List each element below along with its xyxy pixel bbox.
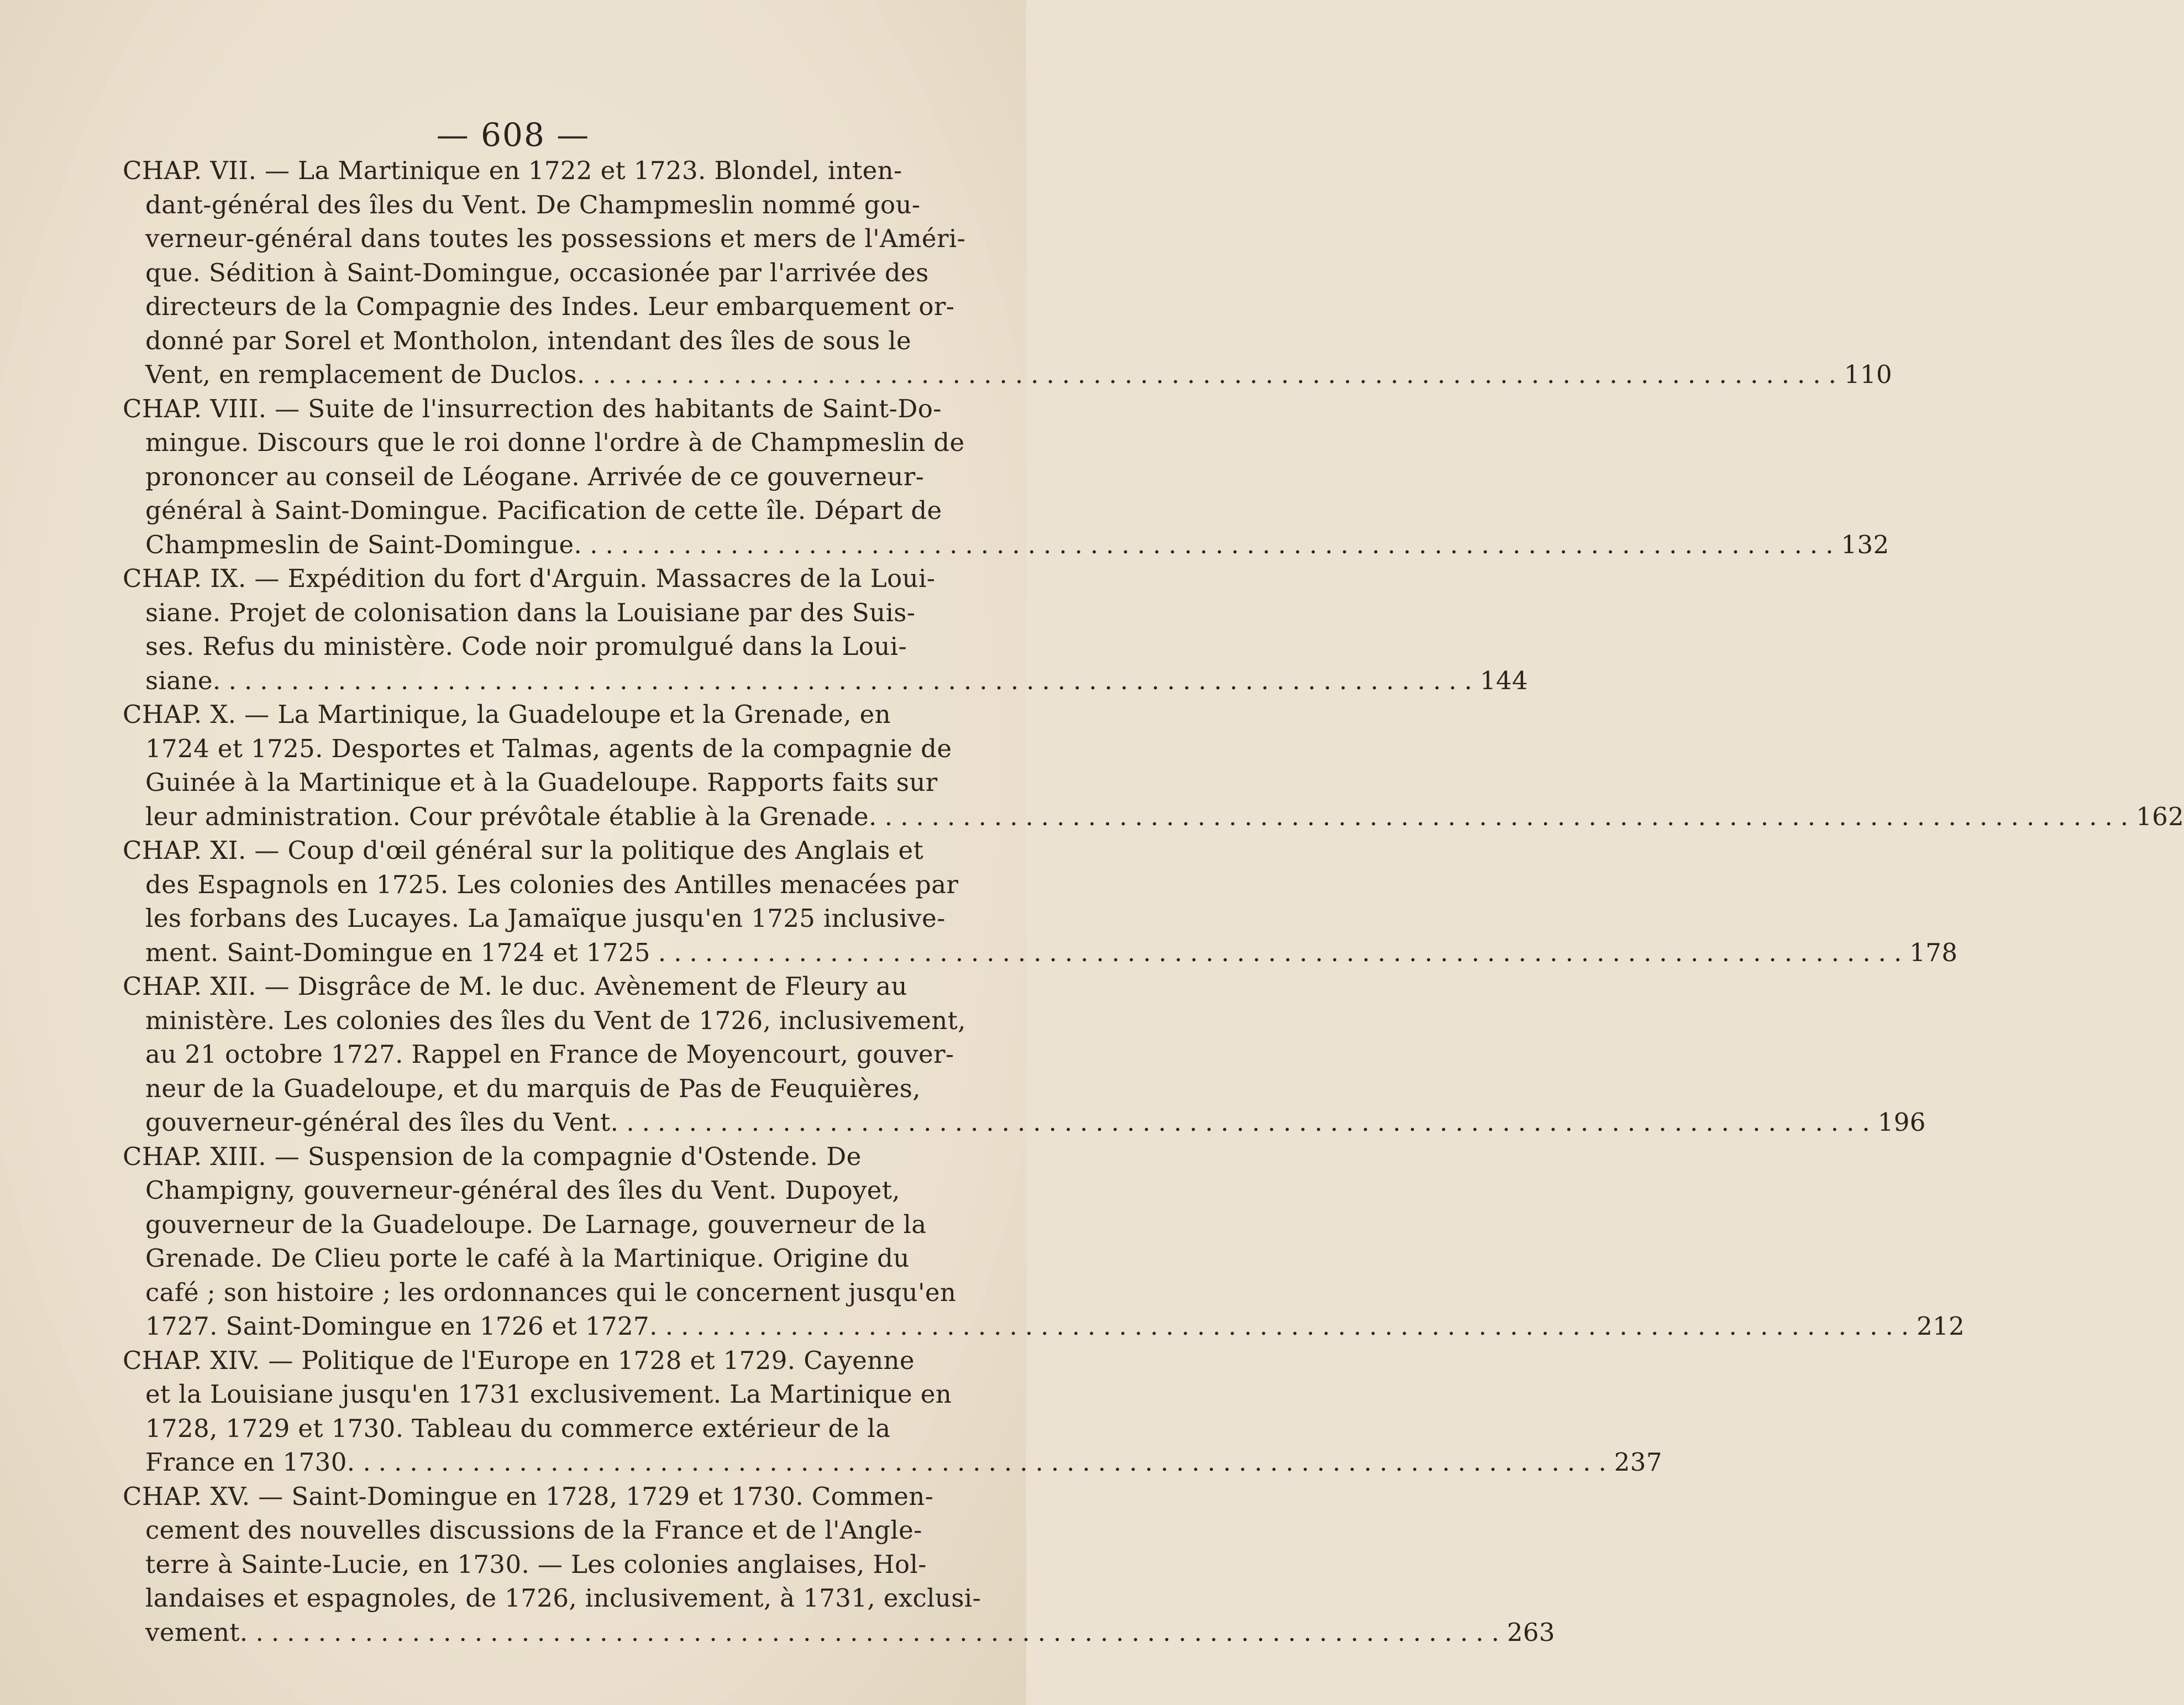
- dot-leader: ................................................................................: [255, 1617, 1507, 1647]
- page-number: 212: [1917, 1311, 1965, 1341]
- toc-entry-line: leur administration. Cour prévôtale établie à la Grenade.: [145, 801, 877, 831]
- dot-leader: ................................................................................: [590, 529, 1841, 559]
- toc-entry-line: 1724 et 1725. Desportes et Talmas, agents de la compagnie de: [145, 733, 952, 763]
- toc-entry-line: les forbans des Lucayes. La Jamaïque jusqu'en 1725 inclusive-: [145, 904, 946, 933]
- toc-entry-line: CHAP. XV. — Saint-Domingue en 1728, 1729 et 1730. Commen-: [123, 1481, 934, 1511]
- toc-entry-line: Vent, en remplacement de Duclos.: [145, 360, 585, 389]
- toc-entry: [123, 562, 1529, 697]
- toc-entry-line: siane.: [145, 665, 221, 695]
- toc-entry-line: CHAP. XII. — Disgrâce de M. le duc. Avènement de Fleury au: [123, 972, 907, 1001]
- dot-leader: ................................................................................: [228, 665, 1480, 695]
- toc-entry-line: général à Saint-Domingue. Pacification de cette île. Départ de: [145, 496, 942, 525]
- dot-leader: ................................................................................: [363, 1447, 1614, 1477]
- page-number: 162: [2136, 801, 2184, 831]
- toc-entry: [123, 969, 1926, 1140]
- toc-entry-line: siane. Projet de colonisation dans la Louisiane par des Suis-: [145, 597, 916, 627]
- dot-leader: ................................................................................: [665, 1311, 1917, 1341]
- toc-entry-line: ment. Saint-Domingue en 1724 et 1725: [145, 937, 650, 967]
- toc-entry-line: gouverneur de la Guadeloupe. De Larnage, gouverneur de la: [145, 1209, 927, 1239]
- toc-entry: [123, 833, 1958, 969]
- toc-entry-last-line: [123, 1309, 1965, 1344]
- toc-entry-line: neur de la Guadeloupe, et du marquis de Pas de Feuquières,: [145, 1073, 921, 1103]
- toc-entry-line: CHAP. IX. — Expédition du fort d'Arguin. Massacres de la Loui-: [123, 564, 936, 593]
- toc-entry-last-line: [123, 664, 1529, 698]
- toc-entry-line: des Espagnols en 1725. Les colonies des Antilles menacées par: [145, 869, 959, 899]
- toc-entry-line: Champigny, gouverneur-général des îles du Vent. Dupoyet,: [145, 1176, 901, 1205]
- toc-entry: [123, 392, 1889, 562]
- page-number: 132: [1841, 529, 1889, 559]
- page-header: — 608 —: [436, 116, 590, 154]
- toc-entry-line: mingue. Discours que le roi donne l'ordre à de Champmeslin de: [145, 428, 965, 457]
- toc-entry-last-line: [123, 1105, 1926, 1140]
- toc-entry-line: vement.: [145, 1617, 248, 1647]
- toc-entry-last-line: [123, 1445, 1662, 1480]
- toc-entry-line: landaises et espagnoles, de 1726, inclusivement, à 1731, exclusi-: [145, 1583, 981, 1613]
- toc-entry-last-line: [123, 528, 1889, 562]
- toc-entry-line: café ; son histoire ; les ordonnances qui le concernent jusqu'en: [145, 1277, 957, 1307]
- toc-entry-line: verneur-général dans toutes les possessions et mers de l'Améri-: [145, 224, 966, 253]
- toc-entry: [123, 1480, 1555, 1650]
- page-number: 263: [1506, 1617, 1555, 1647]
- toc-entry-line: CHAP. XIV. — Politique de l'Europe en 1728 et 1729. Cayenne: [123, 1345, 915, 1375]
- toc-entry-last-line: [123, 800, 2184, 834]
- toc-entry: [123, 1140, 1965, 1344]
- dot-leader: ................................................................................: [592, 360, 1844, 389]
- page-number: 110: [1844, 360, 1893, 389]
- toc-entry-last-line: [123, 1615, 1555, 1650]
- toc-entry-line: 1728, 1729 et 1730. Tableau du commerce extérieur de la: [145, 1413, 891, 1443]
- toc-entry-line: Champmeslin de Saint-Domingue.: [145, 529, 582, 559]
- toc-entry-line: CHAP. VIII. — Suite de l'insurrection des habitants de Saint-Do-: [123, 394, 942, 423]
- toc-entry-line: que. Sédition à Saint-Domingue, occasionée par l'arrivée des: [145, 258, 929, 287]
- toc-entry-line: gouverneur-général des îles du Vent.: [145, 1108, 619, 1137]
- toc-entry-line: CHAP. X. — La Martinique, la Guadeloupe et la Grenade, en: [123, 700, 891, 729]
- toc-entry: [123, 1344, 1662, 1480]
- toc-entry-line: France en 1730.: [145, 1447, 355, 1477]
- toc-entry-line: Guinée à la Martinique et à la Guadeloupe. Rapports faits sur: [145, 768, 938, 797]
- toc-entry-line: CHAP. XI. — Coup d'œil général sur la politique des Anglais et: [123, 836, 924, 865]
- toc-entry-line: et la Louisiane jusqu'en 1731 exclusivement. La Martinique en: [145, 1379, 952, 1409]
- toc-entry-line: ses. Refus du ministère. Code noir promulgué dans la Loui-: [145, 632, 907, 661]
- page-number: 144: [1479, 665, 1529, 695]
- toc-entry-last-line: [123, 936, 1958, 970]
- toc-entry-line: dant-général des îles du Vent. De Champmeslin nommé gou-: [145, 190, 921, 219]
- toc-entry-line: terre à Sainte-Lucie, en 1730. — Les colonies anglaises, Hol-: [145, 1549, 927, 1579]
- toc-entry-line: ministère. Les colonies des îles du Vent de 1726, inclusivement,: [145, 1005, 966, 1035]
- toc-entry-line: CHAP. VII. — La Martinique en 1722 et 1723. Blondel, inten-: [123, 156, 902, 185]
- toc-entry-line: Grenade. De Clieu porte le café à la Martinique. Origine du: [145, 1244, 910, 1273]
- toc-entry-line: prononcer au conseil de Léogane. Arrivée de ce gouverneur-: [145, 461, 925, 491]
- toc-entry: [123, 697, 2184, 833]
- toc-entry-last-line: [123, 358, 1893, 392]
- table-of-contents: [123, 154, 2184, 1649]
- dot-leader: ................................................................................: [658, 937, 1910, 967]
- toc-entry-line: CHAP. XIII. — Suspension de la compagnie d'Ostende. De: [123, 1141, 862, 1171]
- toc-entry-line: donné par Sorel et Montholon, intendant des îles de sous le: [145, 326, 912, 355]
- toc-entry-line: cement des nouvelles discussions de la France et de l'Angle-: [145, 1515, 922, 1545]
- dot-leader: ................................................................................: [626, 1108, 1878, 1137]
- toc-entry-line: 1727. Saint-Domingue en 1726 et 1727.: [145, 1311, 658, 1341]
- page-number: 237: [1614, 1447, 1662, 1477]
- page-number: 196: [1877, 1108, 1926, 1137]
- dot-leader: ................................................................................: [884, 801, 2136, 831]
- toc-entry: [123, 154, 1893, 392]
- toc-entry-line: au 21 octobre 1727. Rappel en France de Moyencourt, gouver-: [145, 1040, 954, 1069]
- toc-entry-line: directeurs de la Compagnie des Indes. Leur embarquement or-: [145, 292, 955, 321]
- page-number: 178: [1909, 937, 1958, 967]
